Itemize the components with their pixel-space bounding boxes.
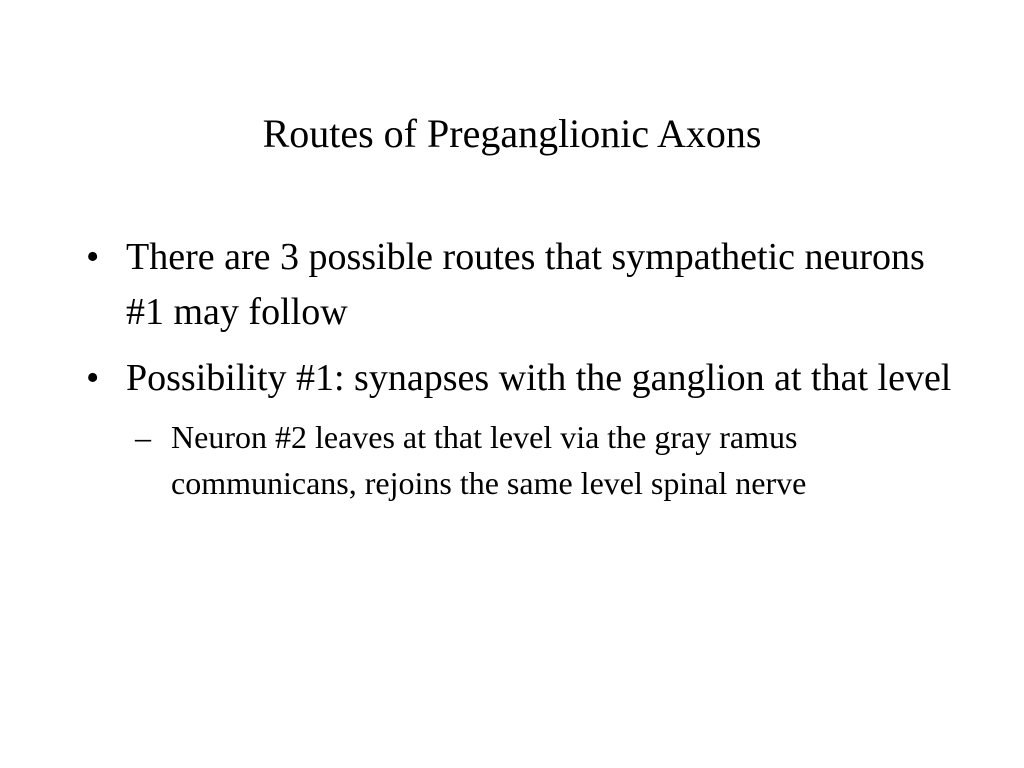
sub-bullet-marker: – bbox=[135, 419, 151, 455]
bullet-marker: • bbox=[86, 236, 100, 278]
bullet-text: Possibility #1: synapses with the ganglion at that level bbox=[126, 357, 952, 399]
bullet-text: There are 3 possible routes that sympathetic neurons #1 may follow bbox=[126, 236, 925, 333]
sub-bullet-item bbox=[0, 414, 1024, 506]
bullet-list bbox=[0, 230, 1024, 506]
bullet-item bbox=[0, 351, 1024, 406]
bullet-marker: • bbox=[86, 357, 100, 399]
sub-bullet-text: Neuron #2 leaves at that level via the gray ramus communicans, rejoins the same level spinal nerve bbox=[171, 419, 807, 501]
slide-title: Routes of Preganglionic Axons bbox=[262, 111, 762, 156]
bullet-item bbox=[0, 230, 1024, 340]
